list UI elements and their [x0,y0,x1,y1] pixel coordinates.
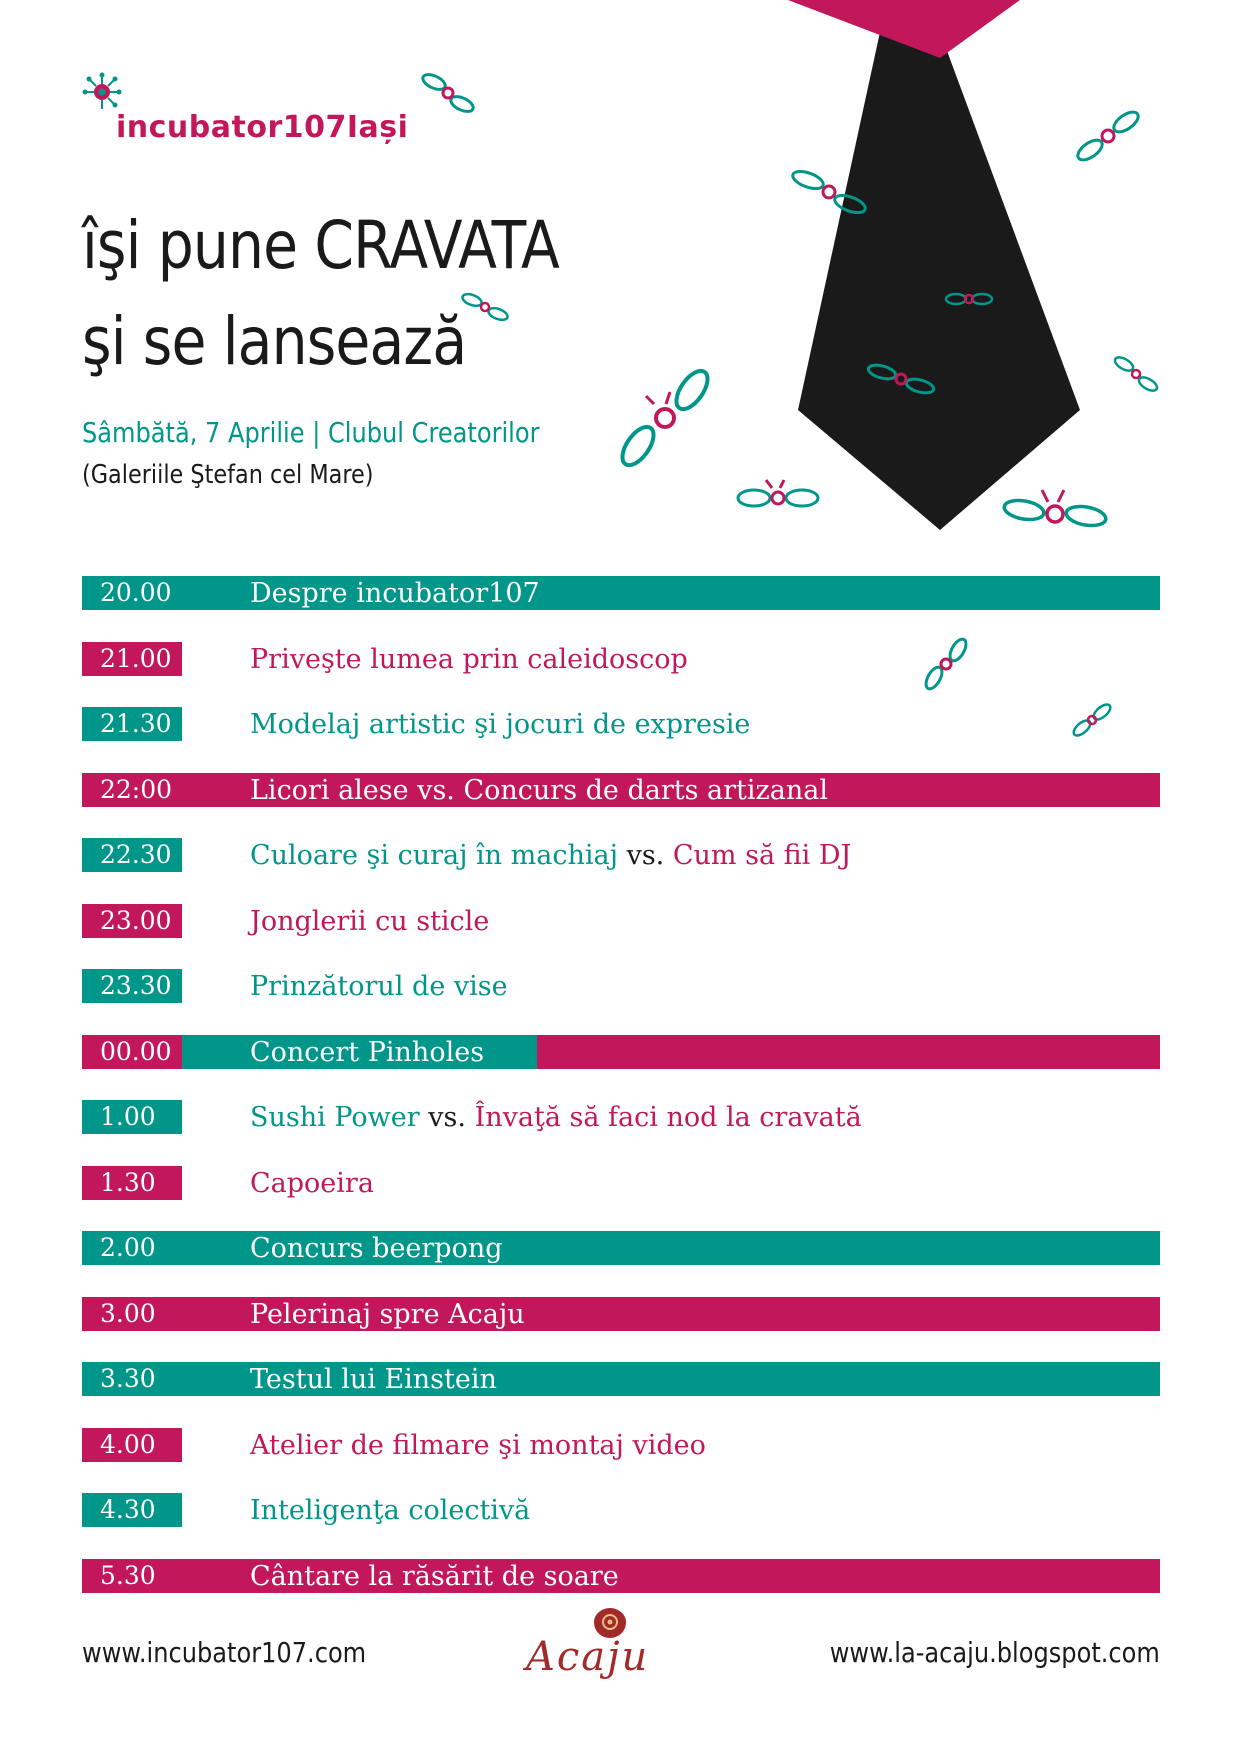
schedule-title: Despre incubator107 [250,578,540,609]
schedule-time: 00.00 [100,1037,172,1066]
event-date-location: Sâmbătă, 7 Aprilie | Clubul Creatorilor [82,416,540,449]
schedule-title: Testul lui Einstein [250,1364,497,1395]
schedule-time: 22.30 [100,840,172,869]
schedule-row [82,838,1160,872]
schedule-time: 22:00 [100,775,173,804]
incubator-logo [82,72,412,152]
schedule-title: Inteligenţa colectivă [250,1495,531,1526]
virus-logo-icon [82,72,122,112]
headline-line-1: îşi pune CRAVATA [82,207,560,284]
schedule-time: 2.00 [100,1233,156,1262]
schedule-title: Jonglerii cu sticle [250,906,490,937]
schedule-row [82,1428,1160,1462]
schedule-row [82,707,1160,741]
schedule-title: Licori alese vs. Concurs de darts artizanal [250,775,828,806]
schedule-row [82,1166,1160,1200]
bow-tie-doodle-icon [790,164,868,220]
bow-tie-doodle-icon [460,290,510,324]
row-bar [82,1559,1160,1593]
schedule-time: 4.00 [100,1430,156,1459]
schedule-row [82,1231,1160,1265]
row-bar [82,1362,1160,1396]
schedule-row [82,1362,1160,1396]
acaju-logo [520,1606,700,1686]
schedule-title: Concert Pinholes [250,1037,485,1068]
activity-b: Cum să fii DJ [672,840,852,871]
bow-tie-doodle-icon [736,478,820,514]
bow-tie-doodle-icon [610,366,720,470]
versus-label: vs. [428,1102,466,1133]
schedule-time: 1.00 [100,1102,156,1131]
bow-tie-doodle-icon [1002,484,1108,536]
row-bar [82,1297,1160,1331]
schedule-row [82,773,1160,807]
schedule-row [82,904,1160,938]
schedule-row [82,1559,1160,1593]
schedule-title: Capoeira [250,1168,374,1199]
schedule-title: Priveşte lumea prin caleidoscop [250,644,688,675]
schedule-row [82,576,1160,610]
schedule-time: 1.30 [100,1168,156,1197]
schedule-title: Modelaj artistic şi jocuri de expresie [250,709,751,740]
schedule-time: 20.00 [100,578,172,607]
bow-tie-doodle-icon [866,358,936,398]
schedule-row [82,1297,1160,1331]
activity-a: Sushi Power [250,1102,420,1133]
schedule-row [82,969,1160,1003]
schedule-time: 3.30 [100,1364,156,1393]
schedule-title: Pelerinaj spre Acaju [250,1299,525,1330]
row-bar [82,1231,1160,1265]
schedule-time: 5.30 [100,1561,156,1590]
schedule-row [82,1493,1160,1527]
schedule-time: 23.30 [100,971,172,1000]
schedule-title: Prinzătorul de vise [250,971,508,1002]
activity-a: Culoare şi curaj în machiaj [250,840,618,871]
activity-b: Învaţă să faci nod la cravată [474,1102,862,1133]
versus-label: vs. [626,840,665,871]
row-bar [82,576,1160,610]
bow-tie-doodle-icon [944,286,994,312]
logo-wordmark: incubator107Iași [116,110,409,145]
schedule-title: Cântare la răsărit de soare [250,1561,619,1592]
schedule-title: Concurs beerpong [250,1233,503,1264]
bow-tie-doodle-icon [420,70,476,116]
schedule-title [250,1102,862,1133]
incubator-website-link[interactable]: www.incubator107.com [82,1636,367,1669]
schedule-time: 23.00 [100,906,172,935]
sponsor-name: Acaju [526,1634,650,1680]
headline-line-2: şi se lansează [82,303,467,380]
schedule-time: 21.30 [100,709,172,738]
schedule-row [82,642,1160,676]
event-venue: (Galeriile Ştefan cel Mare) [82,460,374,490]
schedule-row [82,1035,1160,1069]
schedule-time: 3.00 [100,1299,156,1328]
tie-graphic [780,0,1120,540]
schedule-title: Atelier de filmare şi montaj video [250,1430,706,1461]
schedule-time: 4.30 [100,1495,156,1524]
bow-tie-doodle-icon [1072,106,1144,166]
bow-tie-doodle-icon [1112,354,1160,394]
schedule-title [250,840,851,871]
schedule-time: 21.00 [100,644,172,673]
schedule-row [82,1100,1160,1134]
acaju-blog-link[interactable]: www.la-acaju.blogspot.com [829,1636,1160,1669]
